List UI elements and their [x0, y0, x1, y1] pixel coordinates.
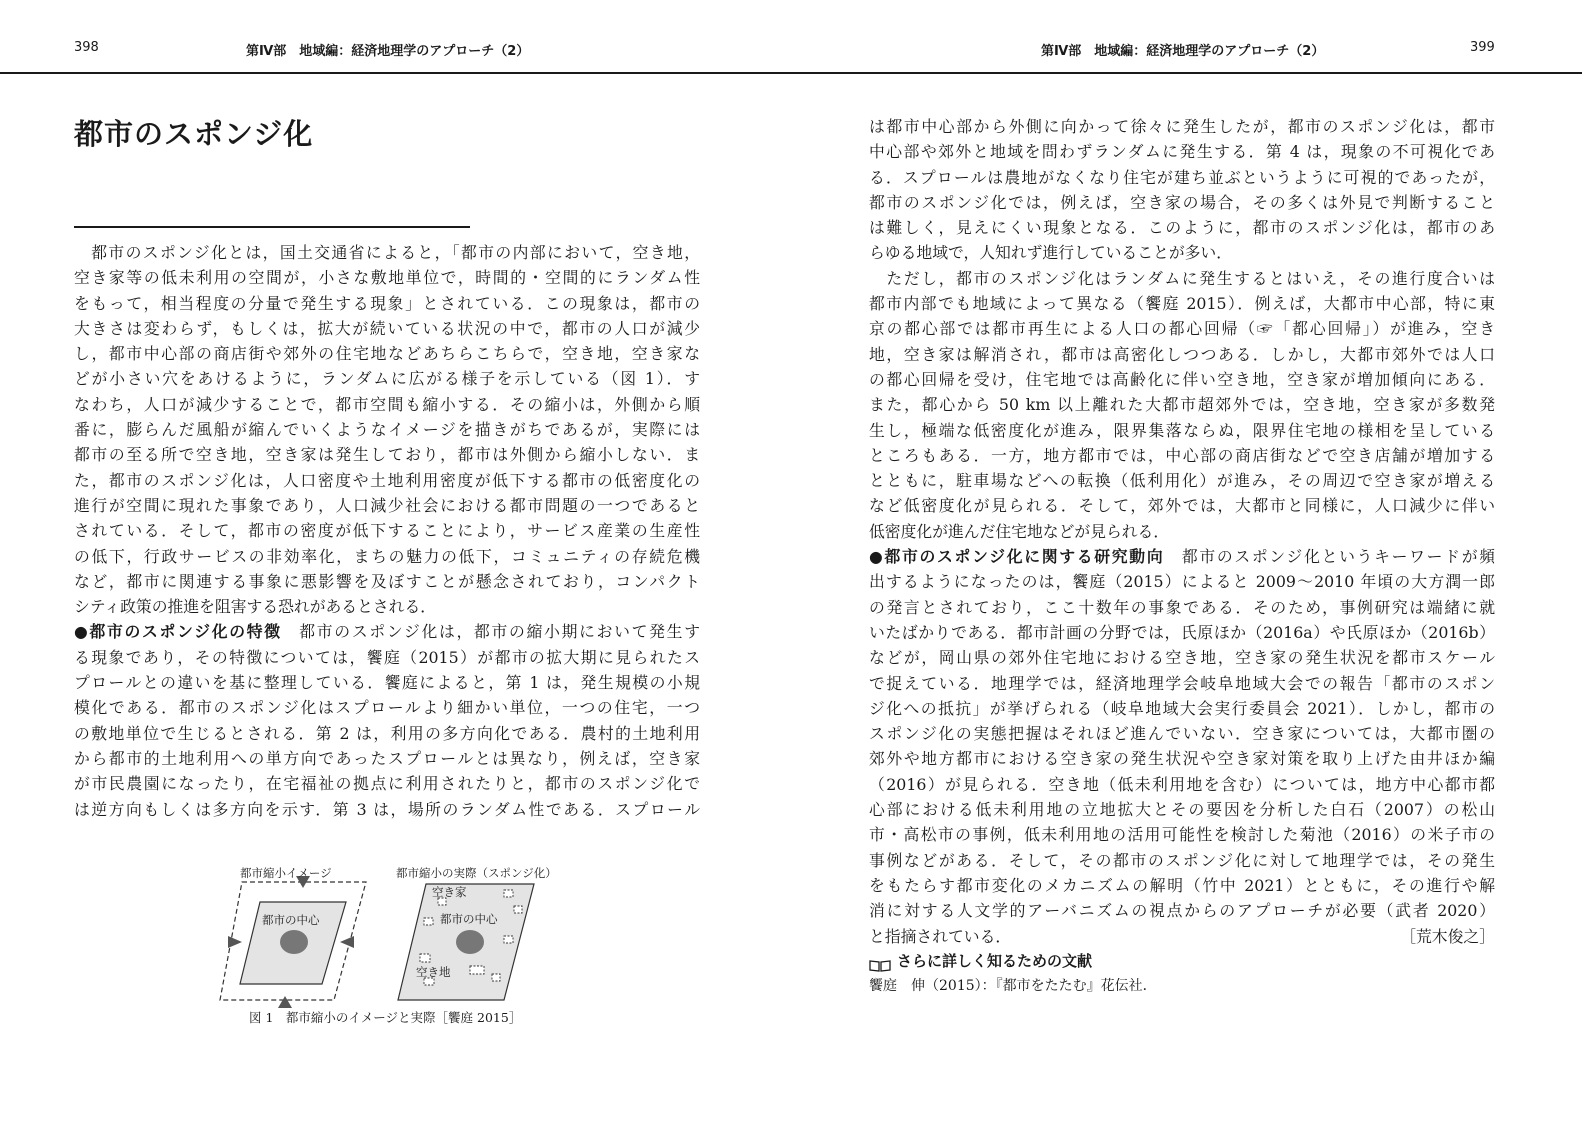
- paragraph-line: た，都市のスポンジ化は，人口密度や土地利用密度が低下する都市の低密度化の: [74, 470, 700, 490]
- paragraph-line: 番に，膨らんだ風船が縮んでいくようなイメージを描きがちであるが，実際には: [74, 420, 700, 440]
- paragraph-line: とともに，駐車場などへの転換（低利用化）が進み，その周辺で空き家が増える: [869, 471, 1495, 491]
- closing-line-text: と指摘されている．: [869, 926, 1012, 946]
- arrow-right: [340, 936, 354, 948]
- paragraph-line: ところもある．一方，地方都市では，中心部の商店街などで空き店舗が増加する: [869, 445, 1495, 465]
- paragraph-line: 進行が空間に現れた事象であり，人口減少社会における都市問題の一つであると: [74, 495, 700, 515]
- paragraph-line: など低密度化が見られる．そして，郊外では，大都市と同様に，人口減少に伴い: [869, 496, 1495, 516]
- paragraph-line: 事例などがある．そして，その都市のスポンジ化に対して地理学では，その発生: [869, 850, 1495, 870]
- paragraph-line: は逆方向もしくは多方向を示す．第 3 は，場所のランダム性である．スプロール: [74, 799, 700, 819]
- paragraph-line: をもって，相当程度の分量で発生する現象」とされている．この現象は，都市の: [74, 293, 700, 313]
- figure-akiya-label: 空き家: [432, 885, 467, 899]
- paragraph-line: 地，空き家は解消され，都市は高密化しつつある．しかし，大都市郊外では人口: [869, 344, 1495, 364]
- title-rule: [74, 226, 470, 228]
- left-column: [74, 240, 700, 822]
- paragraph-line: 市・高松市の事例，低未利用地の活用可能性を検討した菊池（2016）の米子市の: [869, 825, 1495, 845]
- paragraph-line: の発言とされており，ここ十数年の事象である．そのため，事例研究は端緒に就: [869, 597, 1495, 617]
- paragraph-line: をもたらす都市変化のメカニズムの解明（竹中 2021）とともに，その進行や解: [869, 875, 1495, 895]
- paragraph-line: など，都市に関連する事象に悪影響を及ぼすことが懸念されており，コンパクト: [74, 571, 700, 591]
- section-heading-line: [74, 619, 700, 644]
- paragraph-line: 出するようになったのは，饗庭（2015）によると 2009〜2010 年頃の大方潤一郎: [869, 572, 1495, 592]
- paragraph-line: いたばかりである．都市計画の分野では，氏原ほか（2016a）や氏原ほか（2016b）: [869, 622, 1495, 642]
- paragraph-line: の低下，行政サービスの非効率化，まちの魅力の低下，コミュニティの存続危機: [74, 546, 700, 566]
- page-number-right: 399: [1470, 40, 1495, 55]
- running-header-left: 第Ⅳ部 地域編：経済地理学のアプローチ（2）: [246, 44, 530, 59]
- vacant-lot: [492, 974, 500, 981]
- page-title: 都市のスポンジ化: [74, 117, 314, 151]
- paragraph-line: 都市のスポンジ化とは，国土交通省によると，「都市の内部において，空き地，: [74, 243, 700, 262]
- paragraph-line: で捉えている．地理学では，経済地理学会岐阜地域大会での報告「都市のスポン: [869, 673, 1495, 693]
- reference-entry: 饗庭 伸（2015）：『都市をたたむ』花伝社．: [869, 978, 1157, 995]
- paragraph-line: 中心部や郊外と地域を問わずランダムに発生する．第 4 は，現象の不可視化であ: [869, 142, 1495, 162]
- paragraph-line: （2016）が見られる．空き地（低未利用地を含む）については，地方中心都市都: [869, 774, 1495, 794]
- arrow-bottom: [278, 996, 292, 1008]
- paragraph-line: 大きさは変わらず，もしくは，拡大が続いている状況の中で，都市の人口が減少: [74, 318, 700, 338]
- right-column: [869, 114, 1495, 999]
- figure-caption: 図 1 都市縮小のイメージと実際［饗庭 2015］: [249, 1010, 522, 1025]
- section-heading: ●都市のスポンジ化に関する研究動向: [869, 547, 1165, 567]
- paragraph-line: は都市中心部から外側に向かって徐々に発生したが，都市のスポンジ化は，都市: [869, 117, 1495, 136]
- paragraph-line: スポンジ化の実態把握はそれほど進んでいない．空き家については，大都市圏の: [869, 724, 1495, 744]
- figure-center-label-right: 都市の中心: [440, 912, 498, 926]
- paragraph-line: らゆる地域で，人知れず進行していることが多い．: [869, 243, 1233, 263]
- paragraph-line: る．スプロールは農地がなくなり住宅が建ち並ぶというように可視的であったが，: [869, 167, 1495, 187]
- paragraph-line: などが，岡山県の郊外住宅地における空き地，空き家の発生状況を都市スケール: [869, 648, 1495, 668]
- figure-left-title: 都市縮小イメージ: [240, 866, 332, 880]
- paragraph-line: ただし，都市のスポンジ化はランダムに発生するとはいえ，その進行度合いは: [869, 268, 1495, 288]
- heading-line-text: 都市のスポンジ化というキーワードが頻: [1164, 547, 1495, 567]
- section-heading-line: [869, 544, 1495, 569]
- paragraph-line: 消に対する人文学的アーバニズムの視点からのアプローチが必要（武者 2020）: [869, 901, 1495, 921]
- paragraph-line: る現象であり，その特徴については，饗庭（2015）が都市の拡大期に見られたス: [74, 647, 700, 667]
- paragraph-line: 空き家等の低未利用の空間が，小さな敷地単位で，時間的・空間的にランダム性: [74, 268, 700, 288]
- paragraph-line: の敷地単位で生じるとされる．第 2 は，利用の多方向化である．農村的土地利用: [74, 723, 700, 743]
- paragraph-line: 都市の至る所で空き地，空き家は発生しており，都市は外側から縮小しない．ま: [74, 445, 700, 465]
- header-rule: [0, 72, 1582, 74]
- figure-right-title: 都市縮小の実際（スポンジ化）: [396, 866, 557, 880]
- figure-akichi-label: 空き地: [416, 965, 451, 979]
- paragraph-line: されている．そして，都市の密度が低下することにより，サービス産業の生産性: [74, 521, 700, 541]
- book-icon: [869, 955, 891, 967]
- paragraph-line: なわち，人口が減少することで，都市空間も縮小する．その縮小は，外側から順: [74, 394, 700, 414]
- paragraph-line: シティ政策の推進を阻害する恐れがあるとされる．: [74, 597, 437, 617]
- paragraph-line: ジ化への抵抗」が挙げられる（岐阜地域大会実行委員会 2021）．しかし，都市の: [869, 698, 1495, 718]
- paragraph-line: 低密度化が進んだ住宅地などが見られる．: [869, 521, 1170, 541]
- paragraph-line: [869, 924, 1495, 949]
- city-center-left: [280, 930, 308, 954]
- paragraph-line: し，都市中心部の商店街や郊外の住宅地などあちらこちらで，空き地，空き家な: [74, 344, 700, 364]
- paragraph-line: から都市的土地利用への単方向であったスプロールとは異なり，例えば，空き家: [74, 748, 700, 768]
- paragraph-line: 郊外や地方都市における空き家の発生状況や空き家対策を取り上げた由井ほか編: [869, 749, 1495, 769]
- vacant-lot: [420, 954, 430, 962]
- paragraph-line: 京の都心部では都市再生による人口の都心回帰（☞「都心回帰」）が進み，空き: [869, 319, 1495, 339]
- page-number-left: 398: [74, 40, 99, 55]
- figure-diagram: [214, 862, 558, 1012]
- paragraph-line: プロールとの違いを基に整理している．饗庭によると，第 1 は，発生規模の小規: [74, 673, 700, 693]
- paragraph-line: 都市内部でも地域によって異なる（饗庭 2015）．例えば，大都市中心部，特に東: [869, 294, 1495, 314]
- paragraph-line: 模化である．都市のスポンジ化はスプロールより細かい単位，一つの住宅，一つ: [74, 698, 700, 718]
- vacant-lot: [504, 936, 513, 943]
- vacant-lot: [514, 906, 522, 913]
- further-reading-heading: さらに詳しく知るための文献: [897, 951, 1093, 970]
- vacant-lot: [504, 890, 513, 897]
- paragraph-line: 心部における低未利用地の立地拡大とその要因を分析した白石（2007）の松山: [869, 800, 1495, 820]
- paragraph-line: が市民農園になったり，在宅福祉の拠点に利用されたりと，都市のスポンジ化で: [74, 774, 700, 794]
- vacant-lot: [424, 918, 433, 925]
- paragraph-line: は難しく，見えにくい現象となる．このように，都市のスポンジ化は，都市のあ: [869, 218, 1495, 238]
- city-center-right: [456, 930, 484, 954]
- author-credit: ［荒木俊之］: [1400, 926, 1495, 946]
- heading-line-text: 都市のスポンジ化は，都市の縮小期において発生す: [281, 622, 700, 642]
- arrow-left: [228, 936, 242, 948]
- figure-center-label-left: 都市の中心: [262, 913, 320, 927]
- paragraph-line: 都市のスポンジ化では，例えば，空き家の場合，その多くは外見で判断すること: [869, 192, 1495, 212]
- paragraph-line: また，都心から 50 km 以上離れた大都市超郊外では，空き地，空き家が多数発: [869, 395, 1495, 415]
- figure-1: [214, 862, 558, 1032]
- section-heading: ●都市のスポンジ化の特徴: [74, 622, 282, 642]
- running-header-right: 第Ⅳ部 地域編：経済地理学のアプローチ（2）: [1041, 44, 1325, 59]
- paragraph-line: どが小さい穴をあけるように，ランダムに広がる様子を示している（図 1）．す: [74, 369, 700, 389]
- paragraph-line: 生し，極端な低密度化が進み，限界集落ならぬ，限界住宅地の様相を呈している: [869, 420, 1495, 440]
- further-reading-heading-line: [869, 949, 1495, 974]
- vacant-lot: [470, 966, 484, 974]
- paragraph-line: の都心回帰を受け，住宅地では高齢化に伴い空き地，空き家が増加傾向にある．: [869, 369, 1495, 389]
